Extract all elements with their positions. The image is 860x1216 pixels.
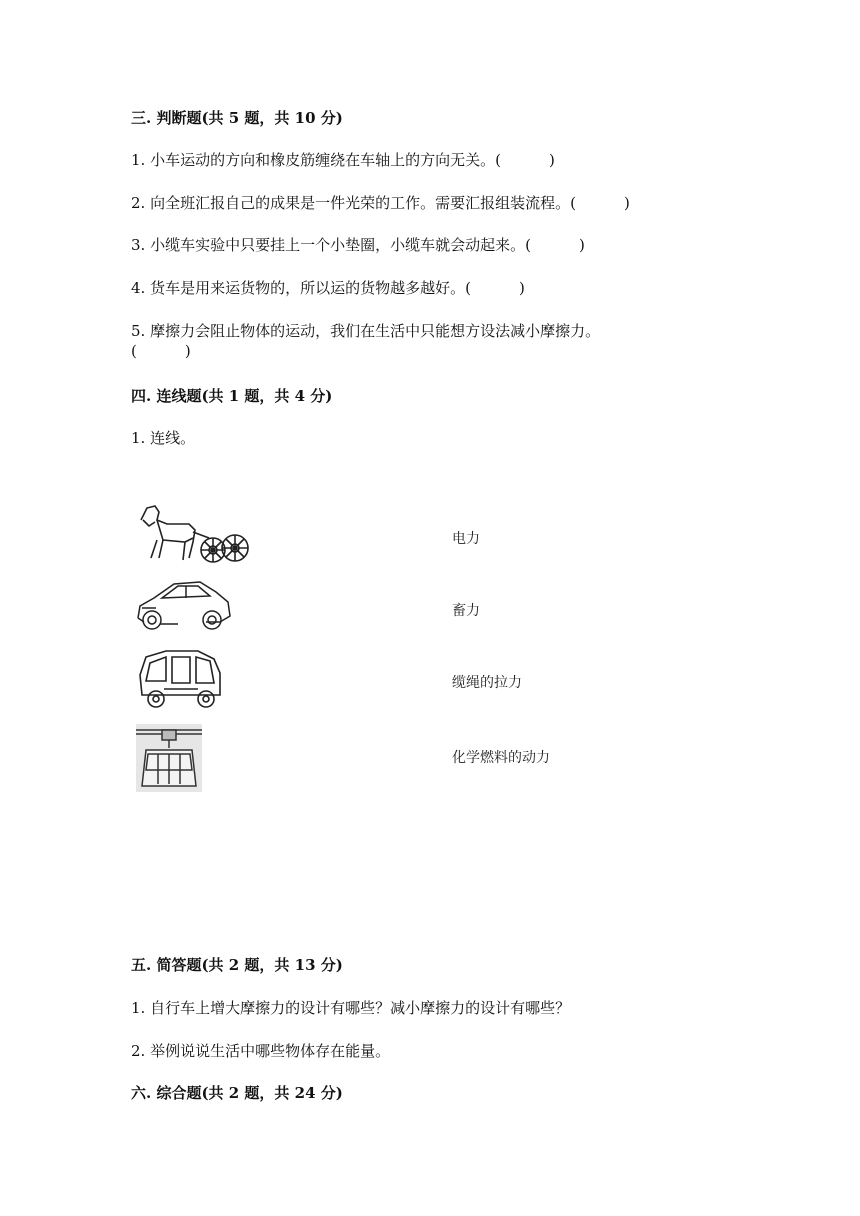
tuk-tuk-icon[interactable] xyxy=(136,649,226,711)
section-3-title: 三. 判断题(共 5 题，共 10 分) xyxy=(131,109,343,127)
matching-question: 1. 连线。 xyxy=(131,429,196,447)
short-answer-item-1: 1. 自行车上增大摩擦力的设计有哪些？减小摩擦力的设计有哪些？ xyxy=(131,999,571,1017)
section-4-title: 四. 连线题(共 1 题，共 4 分) xyxy=(131,387,333,405)
power-label-fuel[interactable]: 化学燃料的动力 xyxy=(452,750,550,766)
power-label-animal[interactable]: 畜力 xyxy=(452,603,480,619)
judge-item-text: 1. 小车运动的方向和橡皮筋缠绕在车轴上的方向无关。 xyxy=(131,151,496,169)
answer-paren[interactable]: ( ) xyxy=(495,151,555,169)
power-label-electric[interactable]: 电力 xyxy=(452,531,480,547)
short-answer-item-2: 2. 举例说说生活中哪些物体存在能量。 xyxy=(131,1042,391,1060)
section-6-title: 六. 综合题(共 2 题，共 24 分) xyxy=(131,1084,343,1102)
judge-item-1 xyxy=(131,149,555,170)
horse-carriage-icon[interactable] xyxy=(133,502,251,570)
section-5-title: 五. 简答题(共 2 题，共 13 分) xyxy=(131,956,343,974)
answer-paren[interactable]: ( ) xyxy=(465,279,525,297)
answer-paren[interactable]: ( ) xyxy=(570,194,630,212)
judge-item-2 xyxy=(131,192,630,213)
judge-item-5: 5. 摩擦力会阻止物体的运动，我们在生活中只能想方设法减小摩擦力。 xyxy=(131,322,601,340)
judge-item-text: 3. 小缆车实验中只要挂上一个小垫圈，小缆车就会动起来。 xyxy=(131,236,526,254)
cable-car-icon[interactable] xyxy=(136,724,202,792)
answer-paren[interactable]: ( ) xyxy=(131,342,191,360)
car-icon[interactable] xyxy=(134,578,234,634)
answer-paren[interactable]: ( ) xyxy=(525,236,585,254)
judge-item-3 xyxy=(131,234,585,255)
judge-item-text: 4. 货车是用来运货物的，所以运的货物越多越好。 xyxy=(131,279,466,297)
judge-item-text: 2. 向全班汇报自己的成果是一件光荣的工作。需要汇报组装流程。 xyxy=(131,194,571,212)
power-label-cable[interactable]: 缆绳的拉力 xyxy=(452,675,522,691)
judge-item-4 xyxy=(131,277,525,298)
